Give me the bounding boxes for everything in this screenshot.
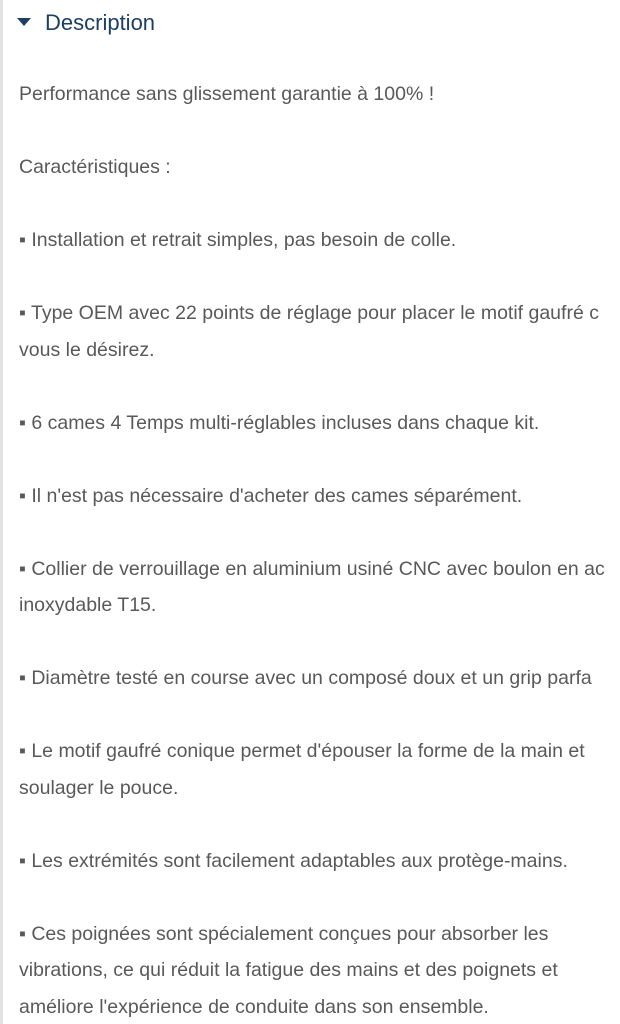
text-line: ▪ Diamètre testé en course avec un composé doux et un grip parfa — [19, 667, 592, 689]
text-line: soulager le pouce. — [19, 776, 179, 799]
caret-down-icon[interactable] — [17, 18, 31, 26]
text-line: ▪ 6 cames 4 Temps multi-réglables incluses dans chaque kit. — [19, 411, 540, 434]
text-line: ▪ Collier de verrouillage en aluminium usiné CNC avec boulon en ac — [19, 557, 605, 580]
text-line: vibrations, ce qui réduit la fatigue des mains et des poignets et — [19, 959, 558, 981]
description-body — [19, 76, 620, 1024]
bullet-item — [19, 551, 620, 624]
text-line: ▪ Il n'est pas nécessaire d'acheter des cames séparément. — [19, 484, 523, 507]
text-line: inoxydable T15. — [19, 594, 157, 616]
bullet-item — [19, 405, 620, 442]
section-title[interactable]: Description — [45, 10, 156, 35]
bullet-item — [19, 295, 620, 368]
bullet-item — [19, 733, 620, 806]
text-line: améliore l'expérience de conduite dans son ensemble. — [19, 995, 489, 1018]
text-line: Caractéristiques : — [19, 156, 171, 178]
left-border — [0, 0, 3, 1024]
text-line: ▪ Installation et retrait simples, pas besoin de colle. — [19, 229, 457, 251]
bullet-item — [19, 660, 620, 697]
bullet-item — [19, 478, 620, 515]
text-line: ▪ Type OEM avec 22 points de réglage pour placer le motif gaufré c — [19, 302, 599, 324]
bullet-item — [19, 222, 620, 259]
text-line: ▪ Le motif gaufré conique permet d'épouser la forme de la main et — [19, 740, 585, 762]
bullet-item — [19, 843, 620, 880]
text-line: vous le désirez. — [19, 338, 155, 361]
paragraph — [19, 76, 620, 113]
text-line: Performance sans glissement garantie à 100% ! — [19, 83, 435, 105]
text-line: ▪ Ces poignées sont spécialement conçues pour absorber les — [19, 922, 549, 945]
text-line: ▪ Les extrémités sont facilement adaptables aux protège-mains. — [19, 849, 568, 872]
description-toggle[interactable] — [0, 0, 620, 48]
bullet-item — [19, 916, 620, 1024]
paragraph — [19, 149, 620, 186]
